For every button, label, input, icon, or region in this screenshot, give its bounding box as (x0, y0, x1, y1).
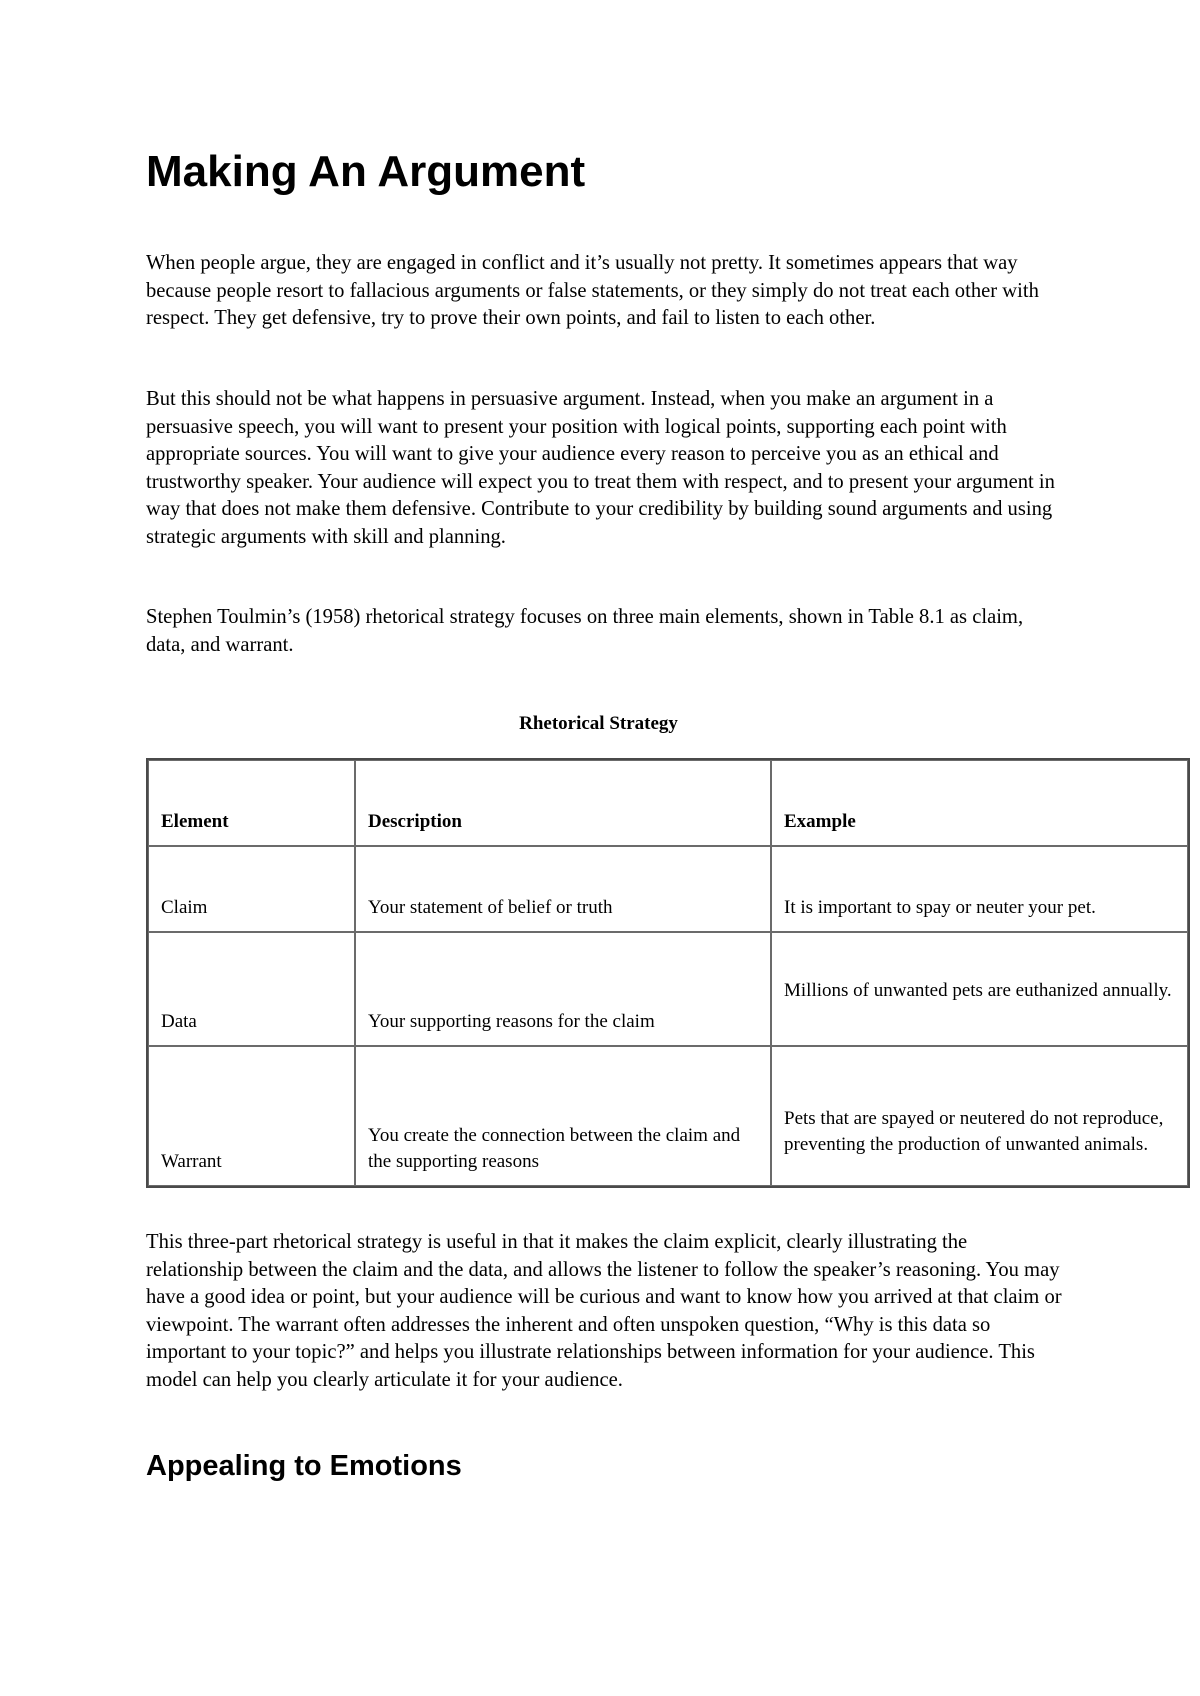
cell-description: Your supporting reasons for the claim (355, 932, 771, 1046)
section-heading: Appealing to Emotions (146, 1450, 462, 1482)
table-row (148, 846, 1188, 932)
toulmin-paragraph: Stephen Toulmin’s (1958) rhetorical strategy focuses on three main elements, shown in Table 8.1 as claim, data, and warrant. (146, 606, 1024, 656)
three-part-strategy-paragraph: This three-part rhetorical strategy is useful in that it makes the claim explicit, clearly illustrating the relationship between the claim and the data, and allows the listener to follow the speaker’s reasoning. You may have a good idea or point, but your audience will be curious and want to know how you arrived at that claim or viewpoint. The warrant often addresses the inherent and often unspoken question, “Why is this data so important to your topic?” and helps you illustrate relationships between information for your audience. This model can help you clearly articulate it for your audience. (146, 1231, 1062, 1391)
header-element: Element (148, 760, 355, 846)
cell-description: You create the connection between the claim and the supporting reasons (355, 1046, 771, 1186)
intro-paragraph: When people argue, they are engaged in conflict and it’s usually not pretty. It sometimes appears that way because people resort to fallacious arguments or false statements, or they simply do not treat each other with respect. They get defensive, try to prove their own points, and fail to listen to each other. (146, 252, 1039, 330)
table-caption: Rhetorical Strategy (519, 713, 678, 734)
header-description: Description (355, 760, 771, 846)
cell-element: Warrant (148, 1046, 355, 1186)
cell-example: It is important to spay or neuter your pet. (771, 846, 1188, 932)
rhetorical-strategy-table (146, 758, 1190, 1188)
table-row (148, 932, 1188, 1046)
table-row (148, 1046, 1188, 1186)
persuasive-argument-paragraph: But this should not be what happens in persuasive argument. Instead, when you make an argument in a persuasive speech, you will want to present your position with logical points, supporting each point with appropriate sources. You will want to give your audience every reason to perceive you as an ethical and trustworthy speaker. Your audience will expect you to treat them with respect, and to present your argument in way that does not make them defensive. Contribute to your credibility by building sound arguments and using strategic arguments with skill and planning. (146, 388, 1055, 548)
header-example: Example (771, 760, 1188, 846)
cell-element: Claim (148, 846, 355, 932)
cell-element: Data (148, 932, 355, 1046)
cell-example: Millions of unwanted pets are euthanized annually. (771, 932, 1188, 1046)
table-header-row (148, 760, 1188, 846)
page-title: Making An Argument (146, 147, 586, 196)
cell-description: Your statement of belief or truth (355, 846, 771, 932)
cell-example: Pets that are spayed or neutered do not reproduce, preventing the production of unwanted animals. (771, 1046, 1188, 1186)
